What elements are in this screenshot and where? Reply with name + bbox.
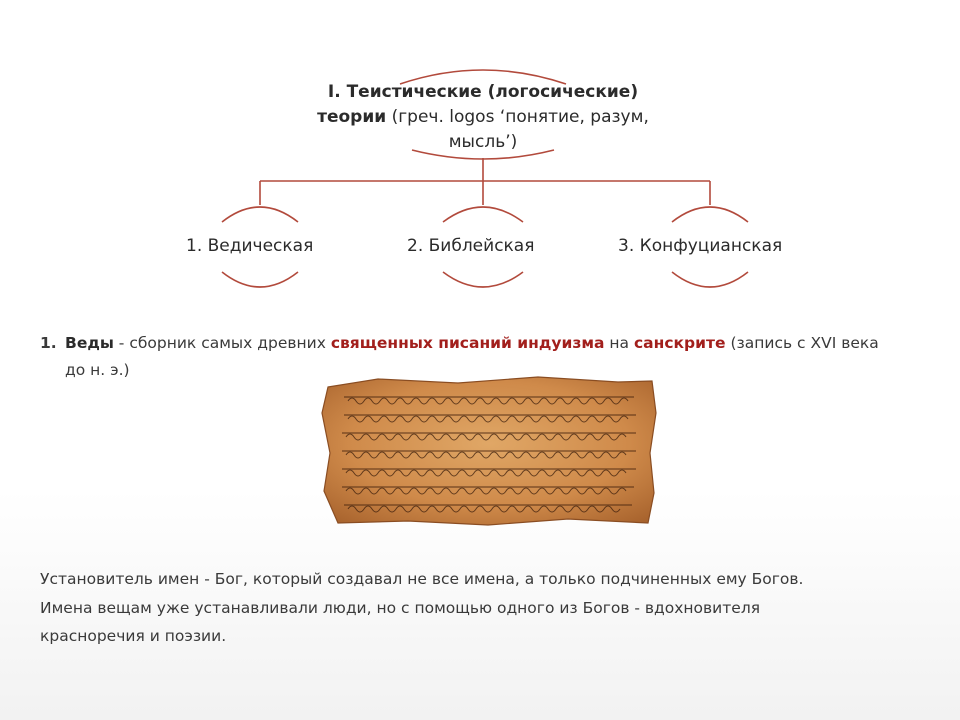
vedas-text1: - сборник самых древних [113, 334, 331, 352]
name-founder-paragraph [40, 565, 920, 651]
founder-line-1: Установитель имен - Бог, который создавал не все имена, а только подчиненных ему Богов. [40, 570, 804, 588]
vedas-highlight-scriptures: священных писаний индуизма [330, 334, 605, 352]
branch-confucian: 3. Конфуцианская [618, 236, 783, 256]
founder-line-3: красноречия и поэзии. [40, 627, 227, 645]
theory-heading [300, 80, 666, 155]
node3-top-arc [672, 207, 748, 222]
sanskrit-manuscript-image [318, 373, 660, 529]
vedas-number: 1. [40, 334, 57, 352]
heading-bold: I. Теистические (логосические) теории [317, 82, 639, 127]
node3-bottom-arc [672, 272, 748, 287]
branch-vedic: 1. Ведическая [186, 236, 314, 256]
node2-top-arc [443, 207, 523, 222]
branch-biblical: 2. Библейская [407, 236, 535, 256]
vedas-text3: (запись с XVI века [725, 334, 879, 352]
node1-top-arc [222, 207, 298, 222]
founder-line-2: Имена вещам уже устанавливали люди, но с помощью одного из Богов - вдохновителя [40, 598, 761, 617]
node2-bottom-arc [443, 272, 523, 287]
vedas-line2: до н. э.) [65, 361, 130, 379]
vedas-text2: на [604, 334, 634, 352]
heading-rest: (греч. logos ‘понятие, разум, мысль’) [386, 107, 649, 152]
vedas-highlight-sanskrit: санскрите [633, 334, 726, 352]
node1-bottom-arc [222, 272, 298, 287]
vedas-term: Веды [65, 334, 114, 352]
tree-diagram [0, 0, 960, 320]
